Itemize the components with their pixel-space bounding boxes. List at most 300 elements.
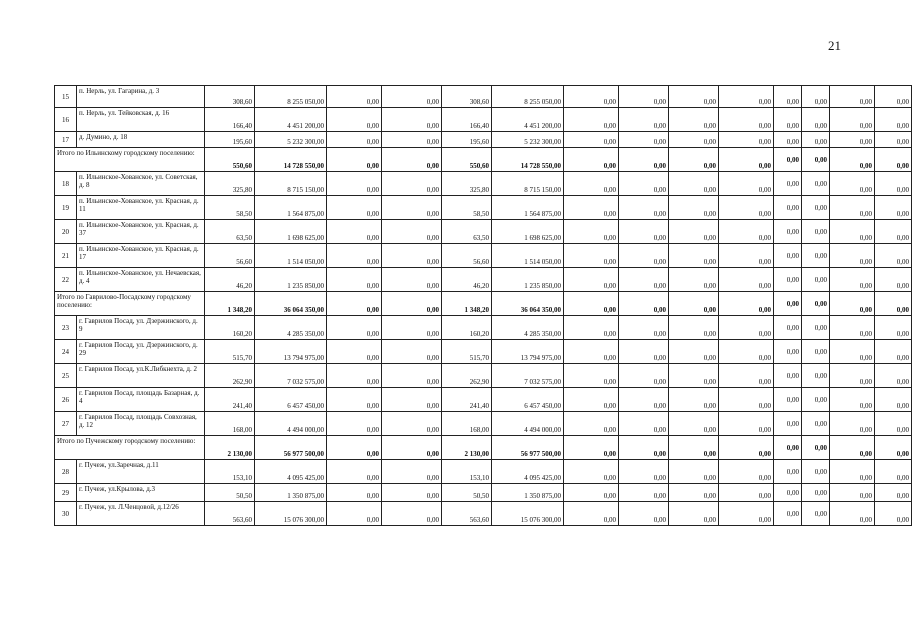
value-cell: 0,00 xyxy=(875,364,912,388)
table-row xyxy=(55,268,912,292)
value-cell: 13 794 975,00 xyxy=(255,340,327,364)
value-cell: 0,00 xyxy=(382,132,442,148)
value-cell: 0,00 xyxy=(669,148,719,172)
value-cell: 0,00 xyxy=(619,292,669,316)
value-cell: 0,00 xyxy=(875,388,912,412)
value-cell: 0,00 xyxy=(830,388,875,412)
value-cell: 0,00 xyxy=(564,436,619,460)
value-cell: 0,00 xyxy=(830,436,875,460)
value-cell: 0,00 xyxy=(327,364,382,388)
address-cell: д. Думино, д. 18 xyxy=(77,132,205,148)
value-cell: 1 350 875,00 xyxy=(255,484,327,502)
value-cell: 4 285 350,00 xyxy=(492,316,564,340)
value-cell: 0,00 xyxy=(619,340,669,364)
value-cell: 0,00 xyxy=(564,292,619,316)
address-cell: п. Ильинское-Хованское, ул. Красная, д. 17 xyxy=(77,244,205,268)
address-cell: г. Гаврилов Посад, ул. Дзержинского, д. 9 xyxy=(77,316,205,340)
address-cell: г. Гаврилов Посад, площадь Базарная, д. 4 xyxy=(77,388,205,412)
value-cell: 4 451 200,00 xyxy=(492,108,564,132)
table-row xyxy=(55,86,912,108)
value-cell: 0,00 xyxy=(802,460,830,484)
subtotal-row xyxy=(55,292,912,316)
address-cell: г. Гаврилов Посад, ул. Дзержинского, д. 29 xyxy=(77,340,205,364)
value-cell: 14 728 550,00 xyxy=(492,148,564,172)
value-cell: 63,50 xyxy=(442,220,492,244)
value-cell: 0,00 xyxy=(619,172,669,196)
value-cell: 0,00 xyxy=(619,436,669,460)
value-cell: 262,90 xyxy=(442,364,492,388)
value-cell: 0,00 xyxy=(830,292,875,316)
table-row xyxy=(55,412,912,436)
value-cell: 0,00 xyxy=(774,484,802,502)
value-cell: 0,00 xyxy=(830,172,875,196)
value-cell: 0,00 xyxy=(875,108,912,132)
value-cell: 0,00 xyxy=(875,502,912,526)
value-cell: 262,90 xyxy=(205,364,255,388)
value-cell: 0,00 xyxy=(327,196,382,220)
page-number: 21 xyxy=(828,38,841,53)
value-cell: 0,00 xyxy=(382,86,442,108)
subtotal-label: Итого по Пучежскому городскому поселению: xyxy=(55,436,205,460)
address-cell: г. Пучеж, ул.Заречная, д.11 xyxy=(77,460,205,484)
value-cell: 0,00 xyxy=(619,484,669,502)
value-cell: 0,00 xyxy=(830,132,875,148)
value-cell: 4 494 000,00 xyxy=(255,412,327,436)
value-cell: 0,00 xyxy=(802,86,830,108)
value-cell: 7 032 575,00 xyxy=(492,364,564,388)
address-cell: п. Ильинское-Хованское, ул. Красная, д. 37 xyxy=(77,220,205,244)
row-number: 19 xyxy=(55,196,77,220)
subtotal-label: Итого по Ильинскому городскому поселению: xyxy=(55,148,205,172)
value-cell: 166,40 xyxy=(205,108,255,132)
value-cell: 1 348,20 xyxy=(205,292,255,316)
value-cell: 0,00 xyxy=(669,436,719,460)
value-cell: 4 095 425,00 xyxy=(255,460,327,484)
value-cell: 0,00 xyxy=(669,502,719,526)
value-cell: 0,00 xyxy=(619,316,669,340)
value-cell: 0,00 xyxy=(669,86,719,108)
value-cell: 0,00 xyxy=(802,340,830,364)
value-cell: 0,00 xyxy=(669,364,719,388)
value-cell: 0,00 xyxy=(382,340,442,364)
value-cell: 308,60 xyxy=(442,86,492,108)
value-cell: 0,00 xyxy=(875,172,912,196)
value-cell: 0,00 xyxy=(564,86,619,108)
value-cell: 308,60 xyxy=(205,86,255,108)
value-cell: 0,00 xyxy=(719,172,774,196)
value-cell: 0,00 xyxy=(619,412,669,436)
value-cell: 160,20 xyxy=(205,316,255,340)
subtotal-label: Итого по Гаврилово-Посадскому городскому поселению: xyxy=(55,292,205,316)
value-cell: 15 076 300,00 xyxy=(492,502,564,526)
value-cell: 0,00 xyxy=(802,388,830,412)
value-cell: 0,00 xyxy=(327,436,382,460)
value-cell: 0,00 xyxy=(669,292,719,316)
row-number: 17 xyxy=(55,132,77,148)
value-cell: 0,00 xyxy=(564,220,619,244)
value-cell: 1 514 050,00 xyxy=(492,244,564,268)
value-cell: 0,00 xyxy=(327,220,382,244)
value-cell: 0,00 xyxy=(774,108,802,132)
value-cell: 4 095 425,00 xyxy=(492,460,564,484)
value-cell: 0,00 xyxy=(619,108,669,132)
value-cell: 1 514 050,00 xyxy=(255,244,327,268)
value-cell: 0,00 xyxy=(830,364,875,388)
value-cell: 4 285 350,00 xyxy=(255,316,327,340)
value-cell: 0,00 xyxy=(564,132,619,148)
value-cell: 515,70 xyxy=(442,340,492,364)
value-cell: 1 350 875,00 xyxy=(492,484,564,502)
value-cell: 0,00 xyxy=(875,340,912,364)
value-cell: 0,00 xyxy=(382,148,442,172)
value-cell: 0,00 xyxy=(619,460,669,484)
value-cell: 0,00 xyxy=(802,268,830,292)
value-cell: 0,00 xyxy=(382,108,442,132)
table-row xyxy=(55,132,912,148)
value-cell: 0,00 xyxy=(619,268,669,292)
row-number: 26 xyxy=(55,388,77,412)
value-cell: 0,00 xyxy=(327,244,382,268)
value-cell: 0,00 xyxy=(327,412,382,436)
table-row xyxy=(55,220,912,244)
value-cell: 1 698 625,00 xyxy=(492,220,564,244)
value-cell: 325,80 xyxy=(442,172,492,196)
housing-program-table xyxy=(54,85,912,526)
address-cell: п. Нерль, ул. Гагарина, д. 3 xyxy=(77,86,205,108)
value-cell: 0,00 xyxy=(669,484,719,502)
row-number: 28 xyxy=(55,460,77,484)
value-cell: 0,00 xyxy=(830,196,875,220)
value-cell: 0,00 xyxy=(327,460,382,484)
value-cell: 8 715 150,00 xyxy=(492,172,564,196)
value-cell: 0,00 xyxy=(719,412,774,436)
value-cell: 0,00 xyxy=(382,364,442,388)
value-cell: 0,00 xyxy=(802,148,830,172)
value-cell: 0,00 xyxy=(382,484,442,502)
value-cell: 0,00 xyxy=(774,316,802,340)
value-cell: 0,00 xyxy=(669,244,719,268)
value-cell: 0,00 xyxy=(875,132,912,148)
address-cell: г. Гаврилов Посад, ул.К.Либкнехта, д. 2 xyxy=(77,364,205,388)
value-cell: 0,00 xyxy=(327,292,382,316)
value-cell: 0,00 xyxy=(382,220,442,244)
value-cell: 153,10 xyxy=(442,460,492,484)
value-cell: 0,00 xyxy=(619,132,669,148)
value-cell: 0,00 xyxy=(564,268,619,292)
row-number: 21 xyxy=(55,244,77,268)
value-cell: 0,00 xyxy=(875,196,912,220)
value-cell: 0,00 xyxy=(875,484,912,502)
value-cell: 6 457 450,00 xyxy=(492,388,564,412)
value-cell: 0,00 xyxy=(802,196,830,220)
value-cell: 550,60 xyxy=(205,148,255,172)
value-cell: 0,00 xyxy=(719,340,774,364)
value-cell: 0,00 xyxy=(875,268,912,292)
value-cell: 0,00 xyxy=(564,502,619,526)
value-cell: 0,00 xyxy=(327,340,382,364)
subtotal-row xyxy=(55,148,912,172)
address-cell: п. Ильинское-Хованское, ул. Нечаевская, д. 4 xyxy=(77,268,205,292)
value-cell: 0,00 xyxy=(327,316,382,340)
value-cell: 0,00 xyxy=(719,148,774,172)
value-cell: 563,60 xyxy=(442,502,492,526)
value-cell: 0,00 xyxy=(327,132,382,148)
value-cell: 0,00 xyxy=(802,292,830,316)
value-cell: 0,00 xyxy=(619,364,669,388)
subtotal-row xyxy=(55,436,912,460)
value-cell: 0,00 xyxy=(382,196,442,220)
value-cell: 550,60 xyxy=(442,148,492,172)
address-cell: п. Ильинское-Хованское, ул. Советская, д. 8 xyxy=(77,172,205,196)
value-cell: 0,00 xyxy=(802,484,830,502)
value-cell: 0,00 xyxy=(774,364,802,388)
value-cell: 0,00 xyxy=(382,244,442,268)
row-number: 16 xyxy=(55,108,77,132)
value-cell: 0,00 xyxy=(719,316,774,340)
value-cell: 0,00 xyxy=(719,388,774,412)
table-row xyxy=(55,364,912,388)
row-number: 18 xyxy=(55,172,77,196)
value-cell: 241,40 xyxy=(205,388,255,412)
value-cell: 1 698 625,00 xyxy=(255,220,327,244)
value-cell: 8 255 050,00 xyxy=(492,86,564,108)
value-cell: 0,00 xyxy=(774,340,802,364)
value-cell: 56,60 xyxy=(442,244,492,268)
value-cell: 15 076 300,00 xyxy=(255,502,327,526)
value-cell: 0,00 xyxy=(719,484,774,502)
value-cell: 0,00 xyxy=(669,412,719,436)
address-cell: п. Нерль, ул. Тейковская, д. 16 xyxy=(77,108,205,132)
value-cell: 0,00 xyxy=(774,220,802,244)
value-cell: 0,00 xyxy=(830,268,875,292)
value-cell: 0,00 xyxy=(382,316,442,340)
table-row xyxy=(55,484,912,502)
value-cell: 0,00 xyxy=(719,292,774,316)
value-cell: 0,00 xyxy=(564,412,619,436)
value-cell: 46,20 xyxy=(442,268,492,292)
value-cell: 56 977 500,00 xyxy=(492,436,564,460)
table-row xyxy=(55,196,912,220)
value-cell: 0,00 xyxy=(875,86,912,108)
value-cell: 50,50 xyxy=(442,484,492,502)
table-body xyxy=(55,86,912,526)
value-cell: 0,00 xyxy=(774,502,802,526)
value-cell: 0,00 xyxy=(802,108,830,132)
value-cell: 0,00 xyxy=(719,86,774,108)
value-cell: 0,00 xyxy=(619,86,669,108)
row-number: 29 xyxy=(55,484,77,502)
value-cell: 0,00 xyxy=(875,436,912,460)
row-number: 25 xyxy=(55,364,77,388)
table-row xyxy=(55,244,912,268)
value-cell: 1 235 850,00 xyxy=(492,268,564,292)
address-cell: г. Гаврилов Посад, площадь Совхозная, д. 12 xyxy=(77,412,205,436)
table-row xyxy=(55,172,912,196)
table-row xyxy=(55,340,912,364)
value-cell: 563,60 xyxy=(205,502,255,526)
value-cell: 58,50 xyxy=(442,196,492,220)
value-cell: 0,00 xyxy=(830,244,875,268)
address-cell: п. Ильинское-Хованское, ул. Красная, д. 11 xyxy=(77,196,205,220)
value-cell: 195,60 xyxy=(442,132,492,148)
value-cell: 0,00 xyxy=(719,460,774,484)
value-cell: 0,00 xyxy=(382,268,442,292)
address-cell: г. Пучеж, ул. Л.Ченцовой, д.12/26 xyxy=(77,502,205,526)
value-cell: 50,50 xyxy=(205,484,255,502)
value-cell: 0,00 xyxy=(669,340,719,364)
value-cell: 0,00 xyxy=(382,502,442,526)
value-cell: 2 130,00 xyxy=(442,436,492,460)
value-cell: 325,80 xyxy=(205,172,255,196)
value-cell: 168,00 xyxy=(205,412,255,436)
value-cell: 0,00 xyxy=(564,172,619,196)
value-cell: 0,00 xyxy=(669,388,719,412)
table-row xyxy=(55,388,912,412)
value-cell: 0,00 xyxy=(564,388,619,412)
value-cell: 0,00 xyxy=(830,108,875,132)
table-row xyxy=(55,316,912,340)
value-cell: 0,00 xyxy=(669,268,719,292)
table-row xyxy=(55,108,912,132)
table-row xyxy=(55,502,912,526)
value-cell: 0,00 xyxy=(802,244,830,268)
value-cell: 0,00 xyxy=(327,86,382,108)
value-cell: 0,00 xyxy=(830,86,875,108)
value-cell: 0,00 xyxy=(830,148,875,172)
value-cell: 4 451 200,00 xyxy=(255,108,327,132)
address-cell: г. Пучеж, ул.Крылова, д.3 xyxy=(77,484,205,502)
value-cell: 56,60 xyxy=(205,244,255,268)
value-cell: 0,00 xyxy=(875,316,912,340)
value-cell: 14 728 550,00 xyxy=(255,148,327,172)
value-cell: 8 255 050,00 xyxy=(255,86,327,108)
value-cell: 0,00 xyxy=(564,484,619,502)
value-cell: 0,00 xyxy=(875,148,912,172)
value-cell: 13 794 975,00 xyxy=(492,340,564,364)
value-cell: 0,00 xyxy=(719,132,774,148)
value-cell: 166,40 xyxy=(442,108,492,132)
value-cell: 0,00 xyxy=(669,460,719,484)
value-cell: 0,00 xyxy=(830,220,875,244)
value-cell: 0,00 xyxy=(382,292,442,316)
value-cell: 0,00 xyxy=(719,364,774,388)
value-cell: 0,00 xyxy=(669,220,719,244)
value-cell: 0,00 xyxy=(327,172,382,196)
table-row xyxy=(55,460,912,484)
value-cell: 1 564 875,00 xyxy=(492,196,564,220)
value-cell: 0,00 xyxy=(327,388,382,412)
value-cell: 0,00 xyxy=(774,292,802,316)
value-cell: 0,00 xyxy=(719,502,774,526)
value-cell: 5 232 300,00 xyxy=(255,132,327,148)
value-cell: 58,50 xyxy=(205,196,255,220)
value-cell: 0,00 xyxy=(774,132,802,148)
value-cell: 0,00 xyxy=(382,388,442,412)
value-cell: 0,00 xyxy=(619,148,669,172)
value-cell: 1 235 850,00 xyxy=(255,268,327,292)
value-cell: 0,00 xyxy=(619,244,669,268)
value-cell: 160,20 xyxy=(442,316,492,340)
value-cell: 0,00 xyxy=(875,292,912,316)
row-number: 24 xyxy=(55,340,77,364)
value-cell: 0,00 xyxy=(327,502,382,526)
value-cell: 0,00 xyxy=(327,108,382,132)
value-cell: 0,00 xyxy=(774,436,802,460)
value-cell: 241,40 xyxy=(442,388,492,412)
value-cell: 63,50 xyxy=(205,220,255,244)
value-cell: 36 064 350,00 xyxy=(492,292,564,316)
row-number: 15 xyxy=(55,86,77,108)
value-cell: 0,00 xyxy=(327,268,382,292)
value-cell: 0,00 xyxy=(802,412,830,436)
value-cell: 0,00 xyxy=(382,436,442,460)
row-number: 22 xyxy=(55,268,77,292)
value-cell: 0,00 xyxy=(719,196,774,220)
value-cell: 0,00 xyxy=(382,412,442,436)
value-cell: 0,00 xyxy=(619,388,669,412)
row-number: 23 xyxy=(55,316,77,340)
value-cell: 0,00 xyxy=(802,220,830,244)
value-cell: 0,00 xyxy=(564,196,619,220)
value-cell: 0,00 xyxy=(774,268,802,292)
value-cell: 0,00 xyxy=(830,412,875,436)
value-cell: 0,00 xyxy=(774,388,802,412)
value-cell: 6 457 450,00 xyxy=(255,388,327,412)
value-cell: 0,00 xyxy=(619,196,669,220)
value-cell: 0,00 xyxy=(619,502,669,526)
value-cell: 0,00 xyxy=(830,340,875,364)
value-cell: 0,00 xyxy=(327,484,382,502)
value-cell: 0,00 xyxy=(719,220,774,244)
value-cell: 0,00 xyxy=(830,484,875,502)
value-cell: 0,00 xyxy=(875,244,912,268)
value-cell: 0,00 xyxy=(774,172,802,196)
value-cell: 0,00 xyxy=(774,86,802,108)
row-number: 27 xyxy=(55,412,77,436)
value-cell: 0,00 xyxy=(719,436,774,460)
value-cell: 0,00 xyxy=(669,108,719,132)
value-cell: 0,00 xyxy=(382,172,442,196)
value-cell: 153,10 xyxy=(205,460,255,484)
value-cell: 1 564 875,00 xyxy=(255,196,327,220)
value-cell: 0,00 xyxy=(564,460,619,484)
value-cell: 0,00 xyxy=(719,268,774,292)
value-cell: 0,00 xyxy=(719,244,774,268)
value-cell: 8 715 150,00 xyxy=(255,172,327,196)
row-number: 30 xyxy=(55,502,77,526)
value-cell: 0,00 xyxy=(830,460,875,484)
value-cell: 0,00 xyxy=(875,460,912,484)
value-cell: 0,00 xyxy=(619,220,669,244)
value-cell: 0,00 xyxy=(802,436,830,460)
value-cell: 168,00 xyxy=(442,412,492,436)
value-cell: 0,00 xyxy=(774,460,802,484)
value-cell: 0,00 xyxy=(774,148,802,172)
value-cell: 0,00 xyxy=(669,316,719,340)
value-cell: 0,00 xyxy=(719,108,774,132)
value-cell: 0,00 xyxy=(875,412,912,436)
value-cell: 36 064 350,00 xyxy=(255,292,327,316)
value-cell: 0,00 xyxy=(564,340,619,364)
value-cell: 0,00 xyxy=(875,220,912,244)
value-cell: 0,00 xyxy=(802,364,830,388)
value-cell: 0,00 xyxy=(564,364,619,388)
value-cell: 195,60 xyxy=(205,132,255,148)
value-cell: 1 348,20 xyxy=(442,292,492,316)
value-cell: 0,00 xyxy=(830,502,875,526)
value-cell: 0,00 xyxy=(327,148,382,172)
value-cell: 0,00 xyxy=(830,316,875,340)
